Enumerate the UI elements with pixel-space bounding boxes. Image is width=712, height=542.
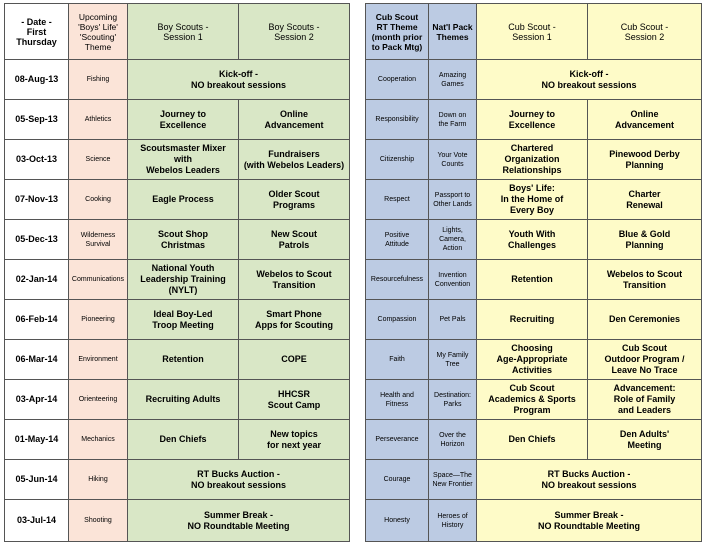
boy-scout-session-2-cell: Fundraisers (with Webelos Leaders) <box>239 140 350 180</box>
cub-scout-session-2-cell: Charter Renewal <box>588 180 702 220</box>
cub-scout-session-1-cell: Cub Scout Academics & Sports Program <box>477 380 588 420</box>
boy-scout-session-2-cell: HHCSR Scout Camp <box>239 380 350 420</box>
boy-scout-session-1-cell: Journey to Excellence <box>128 100 239 140</box>
boy-scout-session-1-cell: Scout Shop Christmas <box>128 220 239 260</box>
rt-theme-cell: Respect <box>366 180 429 220</box>
header-theme: Upcoming 'Boys' Life' 'Scouting' Theme <box>69 4 128 60</box>
boys-life-theme-cell: Environment <box>69 340 128 380</box>
boy-scout-session-1-cell: Recruiting Adults <box>128 380 239 420</box>
date-cell: 07-Nov-13 <box>5 180 69 220</box>
date-cell: 03-Jul-14 <box>5 500 69 542</box>
rt-theme-cell: Health and Fitness <box>366 380 429 420</box>
date-cell: 02-Jan-14 <box>5 260 69 300</box>
date-cell: 05-Jun-14 <box>5 460 69 500</box>
pack-theme-cell: Space—The New Frontier <box>429 460 477 500</box>
pack-theme-cell: Down on the Farm <box>429 100 477 140</box>
header-cub-session-1: Cub Scout - Session 1 <box>477 4 588 60</box>
cub-scout-session-2-cell: Webelos to Scout Transition <box>588 260 702 300</box>
boy-scout-session-2-cell: New topics for next year <box>239 420 350 460</box>
header-boy-session-2: Boy Scouts - Session 2 <box>239 4 350 60</box>
rt-theme-cell: Perseverance <box>366 420 429 460</box>
column-gap <box>350 220 366 260</box>
rt-theme-cell: Compassion <box>366 300 429 340</box>
boys-life-theme-cell: Communications <box>69 260 128 300</box>
date-cell: 05-Dec-13 <box>5 220 69 260</box>
cub-scout-session-2-cell: Advancement: Role of Family and Leaders <box>588 380 702 420</box>
cub-scout-session-1-cell: Choosing Age-Appropriate Activities <box>477 340 588 380</box>
column-gap <box>350 420 366 460</box>
boy-scout-session-2-cell: Webelos to Scout Transition <box>239 260 350 300</box>
cub-scout-session-1-cell: Retention <box>477 260 588 300</box>
pack-theme-cell: My Family Tree <box>429 340 477 380</box>
cub-scout-session-1-cell: Den Chiefs <box>477 420 588 460</box>
header-boy-session-1: Boy Scouts - Session 1 <box>128 4 239 60</box>
boys-life-theme-cell: Shooting <box>69 500 128 542</box>
boy-scout-session-1-cell: Ideal Boy-Led Troop Meeting <box>128 300 239 340</box>
cub-scout-session-2-cell: Den Adults' Meeting <box>588 420 702 460</box>
date-cell: 01-May-14 <box>5 420 69 460</box>
date-cell: 06-Mar-14 <box>5 340 69 380</box>
date-cell: 06-Feb-14 <box>5 300 69 340</box>
column-gap <box>350 300 366 340</box>
column-gap <box>350 4 366 60</box>
boy-scout-merged-cell: RT Bucks Auction - NO breakout sessions <box>128 460 350 500</box>
header-row <box>5 4 702 60</box>
column-gap <box>350 380 366 420</box>
cub-scout-session-1-cell: Boys' Life: In the Home of Every Boy <box>477 180 588 220</box>
roundtable-schedule-table <box>4 3 702 542</box>
cub-scout-merged-cell: RT Bucks Auction - NO breakout sessions <box>477 460 702 500</box>
boy-scout-session-2-cell: Older Scout Programs <box>239 180 350 220</box>
rt-theme-cell: Resourcefulness <box>366 260 429 300</box>
table-row <box>5 180 702 220</box>
pack-theme-cell: Your Vote Counts <box>429 140 477 180</box>
boys-life-theme-cell: Cooking <box>69 180 128 220</box>
table-row <box>5 60 702 100</box>
boy-scout-session-1-cell: Den Chiefs <box>128 420 239 460</box>
rt-theme-cell: Citizenship <box>366 140 429 180</box>
boys-life-theme-cell: Fishing <box>69 60 128 100</box>
pack-theme-cell: Passport to Other Lands <box>429 180 477 220</box>
table-row <box>5 460 702 500</box>
table-row <box>5 100 702 140</box>
header-date: - Date - First Thursday <box>5 4 69 60</box>
column-gap <box>350 100 366 140</box>
boy-scout-session-2-cell: Online Advancement <box>239 100 350 140</box>
column-gap <box>350 60 366 100</box>
rt-theme-cell: Positive Attitude <box>366 220 429 260</box>
column-gap <box>350 500 366 542</box>
cub-scout-merged-cell: Kick-off - NO breakout sessions <box>477 60 702 100</box>
cub-scout-merged-cell: Summer Break - NO Roundtable Meeting <box>477 500 702 542</box>
cub-scout-session-2-cell: Den Ceremonies <box>588 300 702 340</box>
boy-scout-session-2-cell: COPE <box>239 340 350 380</box>
header-rt-theme: Cub Scout RT Theme (month prior to Pack Mtg) <box>366 4 429 60</box>
pack-theme-cell: Amazing Games <box>429 60 477 100</box>
date-cell: 03-Oct-13 <box>5 140 69 180</box>
header-cub-session-2: Cub Scout - Session 2 <box>588 4 702 60</box>
boys-life-theme-cell: Wilderness Survival <box>69 220 128 260</box>
boy-scout-session-1-cell: Scoutsmaster Mixer with Webelos Leaders <box>128 140 239 180</box>
cub-scout-session-2-cell: Online Advancement <box>588 100 702 140</box>
table-row <box>5 380 702 420</box>
column-gap <box>350 460 366 500</box>
rt-theme-cell: Faith <box>366 340 429 380</box>
boy-scout-merged-cell: Kick-off - NO breakout sessions <box>128 60 350 100</box>
rt-theme-cell: Honesty <box>366 500 429 542</box>
pack-theme-cell: Destination: Parks <box>429 380 477 420</box>
rt-theme-cell: Cooperation <box>366 60 429 100</box>
header-pack-themes: Nat'l Pack Themes <box>429 4 477 60</box>
cub-scout-session-1-cell: Journey to Excellence <box>477 100 588 140</box>
boy-scout-session-2-cell: New Scout Patrols <box>239 220 350 260</box>
date-cell: 03-Apr-14 <box>5 380 69 420</box>
table-row <box>5 220 702 260</box>
column-gap <box>350 260 366 300</box>
cub-scout-session-1-cell: Youth With Challenges <box>477 220 588 260</box>
column-gap <box>350 180 366 220</box>
rt-theme-cell: Courage <box>366 460 429 500</box>
table-row <box>5 420 702 460</box>
boys-life-theme-cell: Pioneering <box>69 300 128 340</box>
table-row <box>5 340 702 380</box>
date-cell: 05-Sep-13 <box>5 100 69 140</box>
pack-theme-cell: Invention Convention <box>429 260 477 300</box>
boy-scout-session-1-cell: National Youth Leadership Training (NYLT) <box>128 260 239 300</box>
pack-theme-cell: Lights, Camera, Action <box>429 220 477 260</box>
cub-scout-session-1-cell: Chartered Organization Relationships <box>477 140 588 180</box>
table-row <box>5 300 702 340</box>
cub-scout-session-2-cell: Cub Scout Outdoor Program / Leave No Trace <box>588 340 702 380</box>
boy-scout-session-2-cell: Smart Phone Apps for Scouting <box>239 300 350 340</box>
table-row <box>5 260 702 300</box>
boys-life-theme-cell: Hiking <box>69 460 128 500</box>
schedule-sheet <box>4 3 702 542</box>
cub-scout-session-1-cell: Recruiting <box>477 300 588 340</box>
boys-life-theme-cell: Science <box>69 140 128 180</box>
cub-scout-session-2-cell: Pinewood Derby Planning <box>588 140 702 180</box>
boys-life-theme-cell: Mechanics <box>69 420 128 460</box>
date-cell: 08-Aug-13 <box>5 60 69 100</box>
column-gap <box>350 340 366 380</box>
boy-scout-session-1-cell: Retention <box>128 340 239 380</box>
pack-theme-cell: Pet Pals <box>429 300 477 340</box>
pack-theme-cell: Heroes of History <box>429 500 477 542</box>
rt-theme-cell: Responsibility <box>366 100 429 140</box>
pack-theme-cell: Over the Horizon <box>429 420 477 460</box>
boys-life-theme-cell: Orienteering <box>69 380 128 420</box>
boy-scout-session-1-cell: Eagle Process <box>128 180 239 220</box>
column-gap <box>350 140 366 180</box>
table-row <box>5 500 702 542</box>
table-row <box>5 140 702 180</box>
boy-scout-merged-cell: Summer Break - NO Roundtable Meeting <box>128 500 350 542</box>
cub-scout-session-2-cell: Blue & Gold Planning <box>588 220 702 260</box>
boys-life-theme-cell: Athletics <box>69 100 128 140</box>
